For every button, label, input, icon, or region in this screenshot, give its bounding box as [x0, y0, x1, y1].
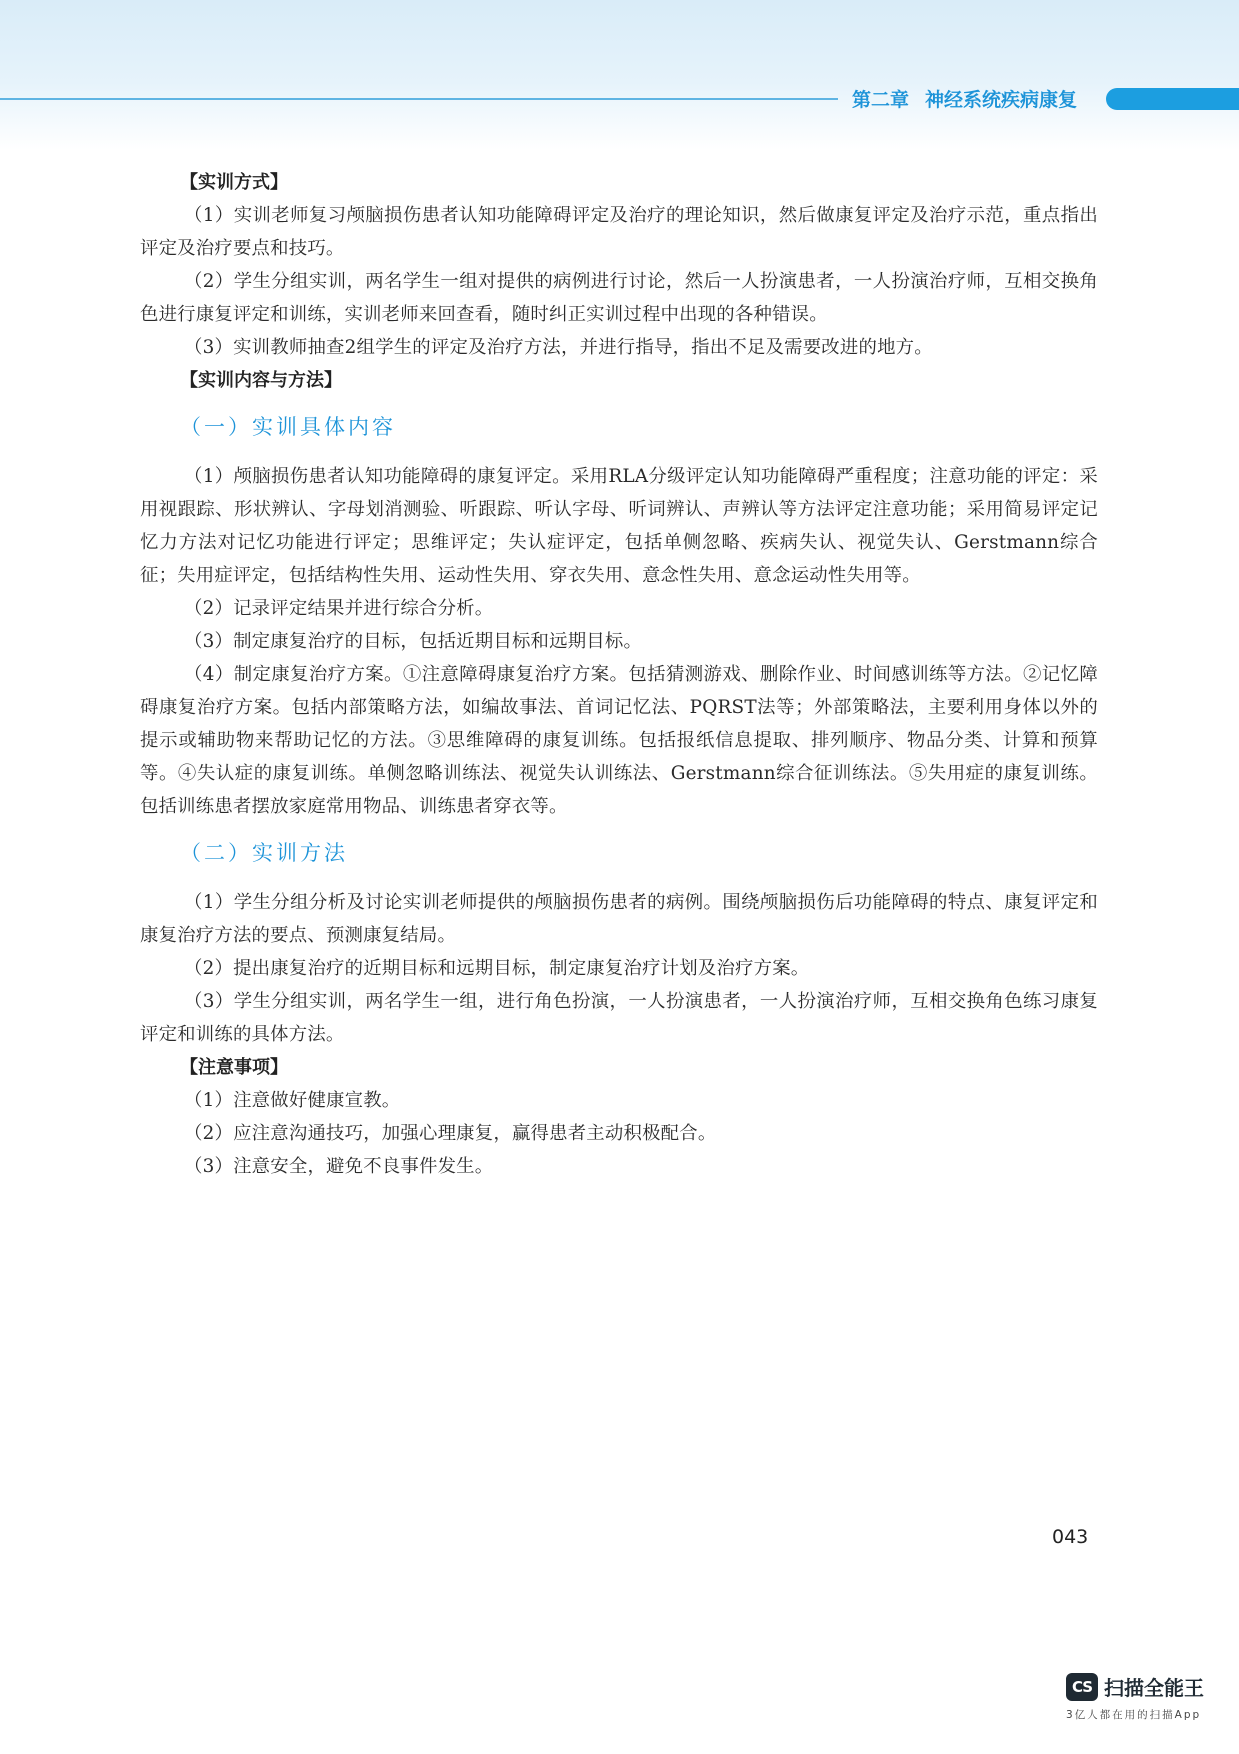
- scanner-watermark: [1066, 1672, 1216, 1742]
- paragraph: （3）注意安全，避免不良事件发生。: [184, 1156, 494, 1177]
- subheading-specific-content: （一）实训具体内容: [180, 415, 396, 439]
- header-band: [0, 0, 1239, 150]
- paragraph: （3）实训教师抽查2组学生的评定及治疗方法，并进行指导，指出不足及需要改进的地方。: [184, 337, 933, 358]
- header-tab-decoration: [1106, 88, 1239, 110]
- header-rule: [0, 98, 838, 100]
- camscanner-logo-icon: CS: [1066, 1673, 1098, 1701]
- paragraph: （2）学生分组实训，两名学生一组对提供的病例进行讨论，然后一人扮演患者，一人扮演治疗师，互相交换角色进行康复评定和训练，实训老师来回查看，随时纠正实训过程中出现的各种错误。: [140, 271, 1098, 325]
- chapter-title: 神经系统疾病康复: [925, 89, 1078, 111]
- paragraph: （3）学生分组实训，两名学生一组，进行角色扮演，一人扮演患者，一人扮演治疗师，互相交换角色练习康复评定和训练的具体方法。: [140, 991, 1098, 1045]
- paragraph: （1）学生分组分析及讨论实训老师提供的颅脑损伤患者的病例。围绕颅脑损伤后功能障碍的特点、康复评定和康复治疗方法的要点、预测康复结局。: [140, 892, 1098, 946]
- running-header: [852, 86, 1077, 114]
- section-label-training-method: 【实训方式】: [180, 172, 288, 193]
- paragraph: （1）实训老师复习颅脑损伤患者认知功能障碍评定及治疗的理论知识，然后做康复评定及治疗示范，重点指出评定及治疗要点和技巧。: [140, 205, 1098, 259]
- paragraph: （2）提出康复治疗的近期目标和远期目标，制定康复治疗计划及治疗方案。: [184, 958, 810, 979]
- page-number: 043: [1052, 1526, 1089, 1548]
- paragraph: （4）制定康复治疗方案。①注意障碍康复治疗方案。包括猜测游戏、删除作业、时间感训练等方法。②记忆障碍康复治疗方案。包括内部策略方法，如编故事法、首词记忆法、PQRST法等；外部策略法，主要利用身体以外的提示或辅助物来帮助记忆的方法。③思维障碍的康复训练。包括报纸信息提取、排列顺序、物品分类、计算和预算等。④失认症的康复训练。单侧忽略训练法、视觉失认训练法、Gerstmann综合征训练法。⑤失用症的康复训练。包括训练患者摆放家庭常用物品、训练患者穿衣等。: [140, 664, 1098, 817]
- watermark-tagline: 3亿人都在用的扫描App: [1066, 1709, 1202, 1721]
- paragraph: （3）制定康复治疗的目标，包括近期目标和远期目标。: [184, 631, 643, 652]
- watermark-app-name: 扫描全能王: [1104, 1676, 1204, 1700]
- paragraph: （2）应注意沟通技巧，加强心理康复，赢得患者主动积极配合。: [184, 1123, 717, 1144]
- paragraph: （1）颅脑损伤患者认知功能障碍的康复评定。采用RLA分级评定认知功能障碍严重程度；注意功能的评定：采用视跟踪、形状辨认、字母划消测验、听跟踪、听认字母、听词辨认、声辨认等方法评定注意功能；采用简易评定记忆力方法对记忆功能进行评定；思维评定；失认症评定，包括单侧忽略、疾病失认、视觉失认、Gerstmann综合征；失用症评定，包括结构性失用、运动性失用、穿衣失用、意念性失用、意念运动性失用等。: [140, 466, 1098, 586]
- paragraph: （1）注意做好健康宣教。: [184, 1090, 401, 1111]
- page-body: [140, 166, 1098, 1183]
- section-label-content-and-method: 【实训内容与方法】: [180, 370, 342, 391]
- chapter-label: 第二章: [852, 89, 910, 111]
- subheading-training-method: （二）实训方法: [180, 841, 348, 865]
- paragraph: （2）记录评定结果并进行综合分析。: [184, 598, 494, 619]
- section-label-precautions: 【注意事项】: [180, 1057, 288, 1078]
